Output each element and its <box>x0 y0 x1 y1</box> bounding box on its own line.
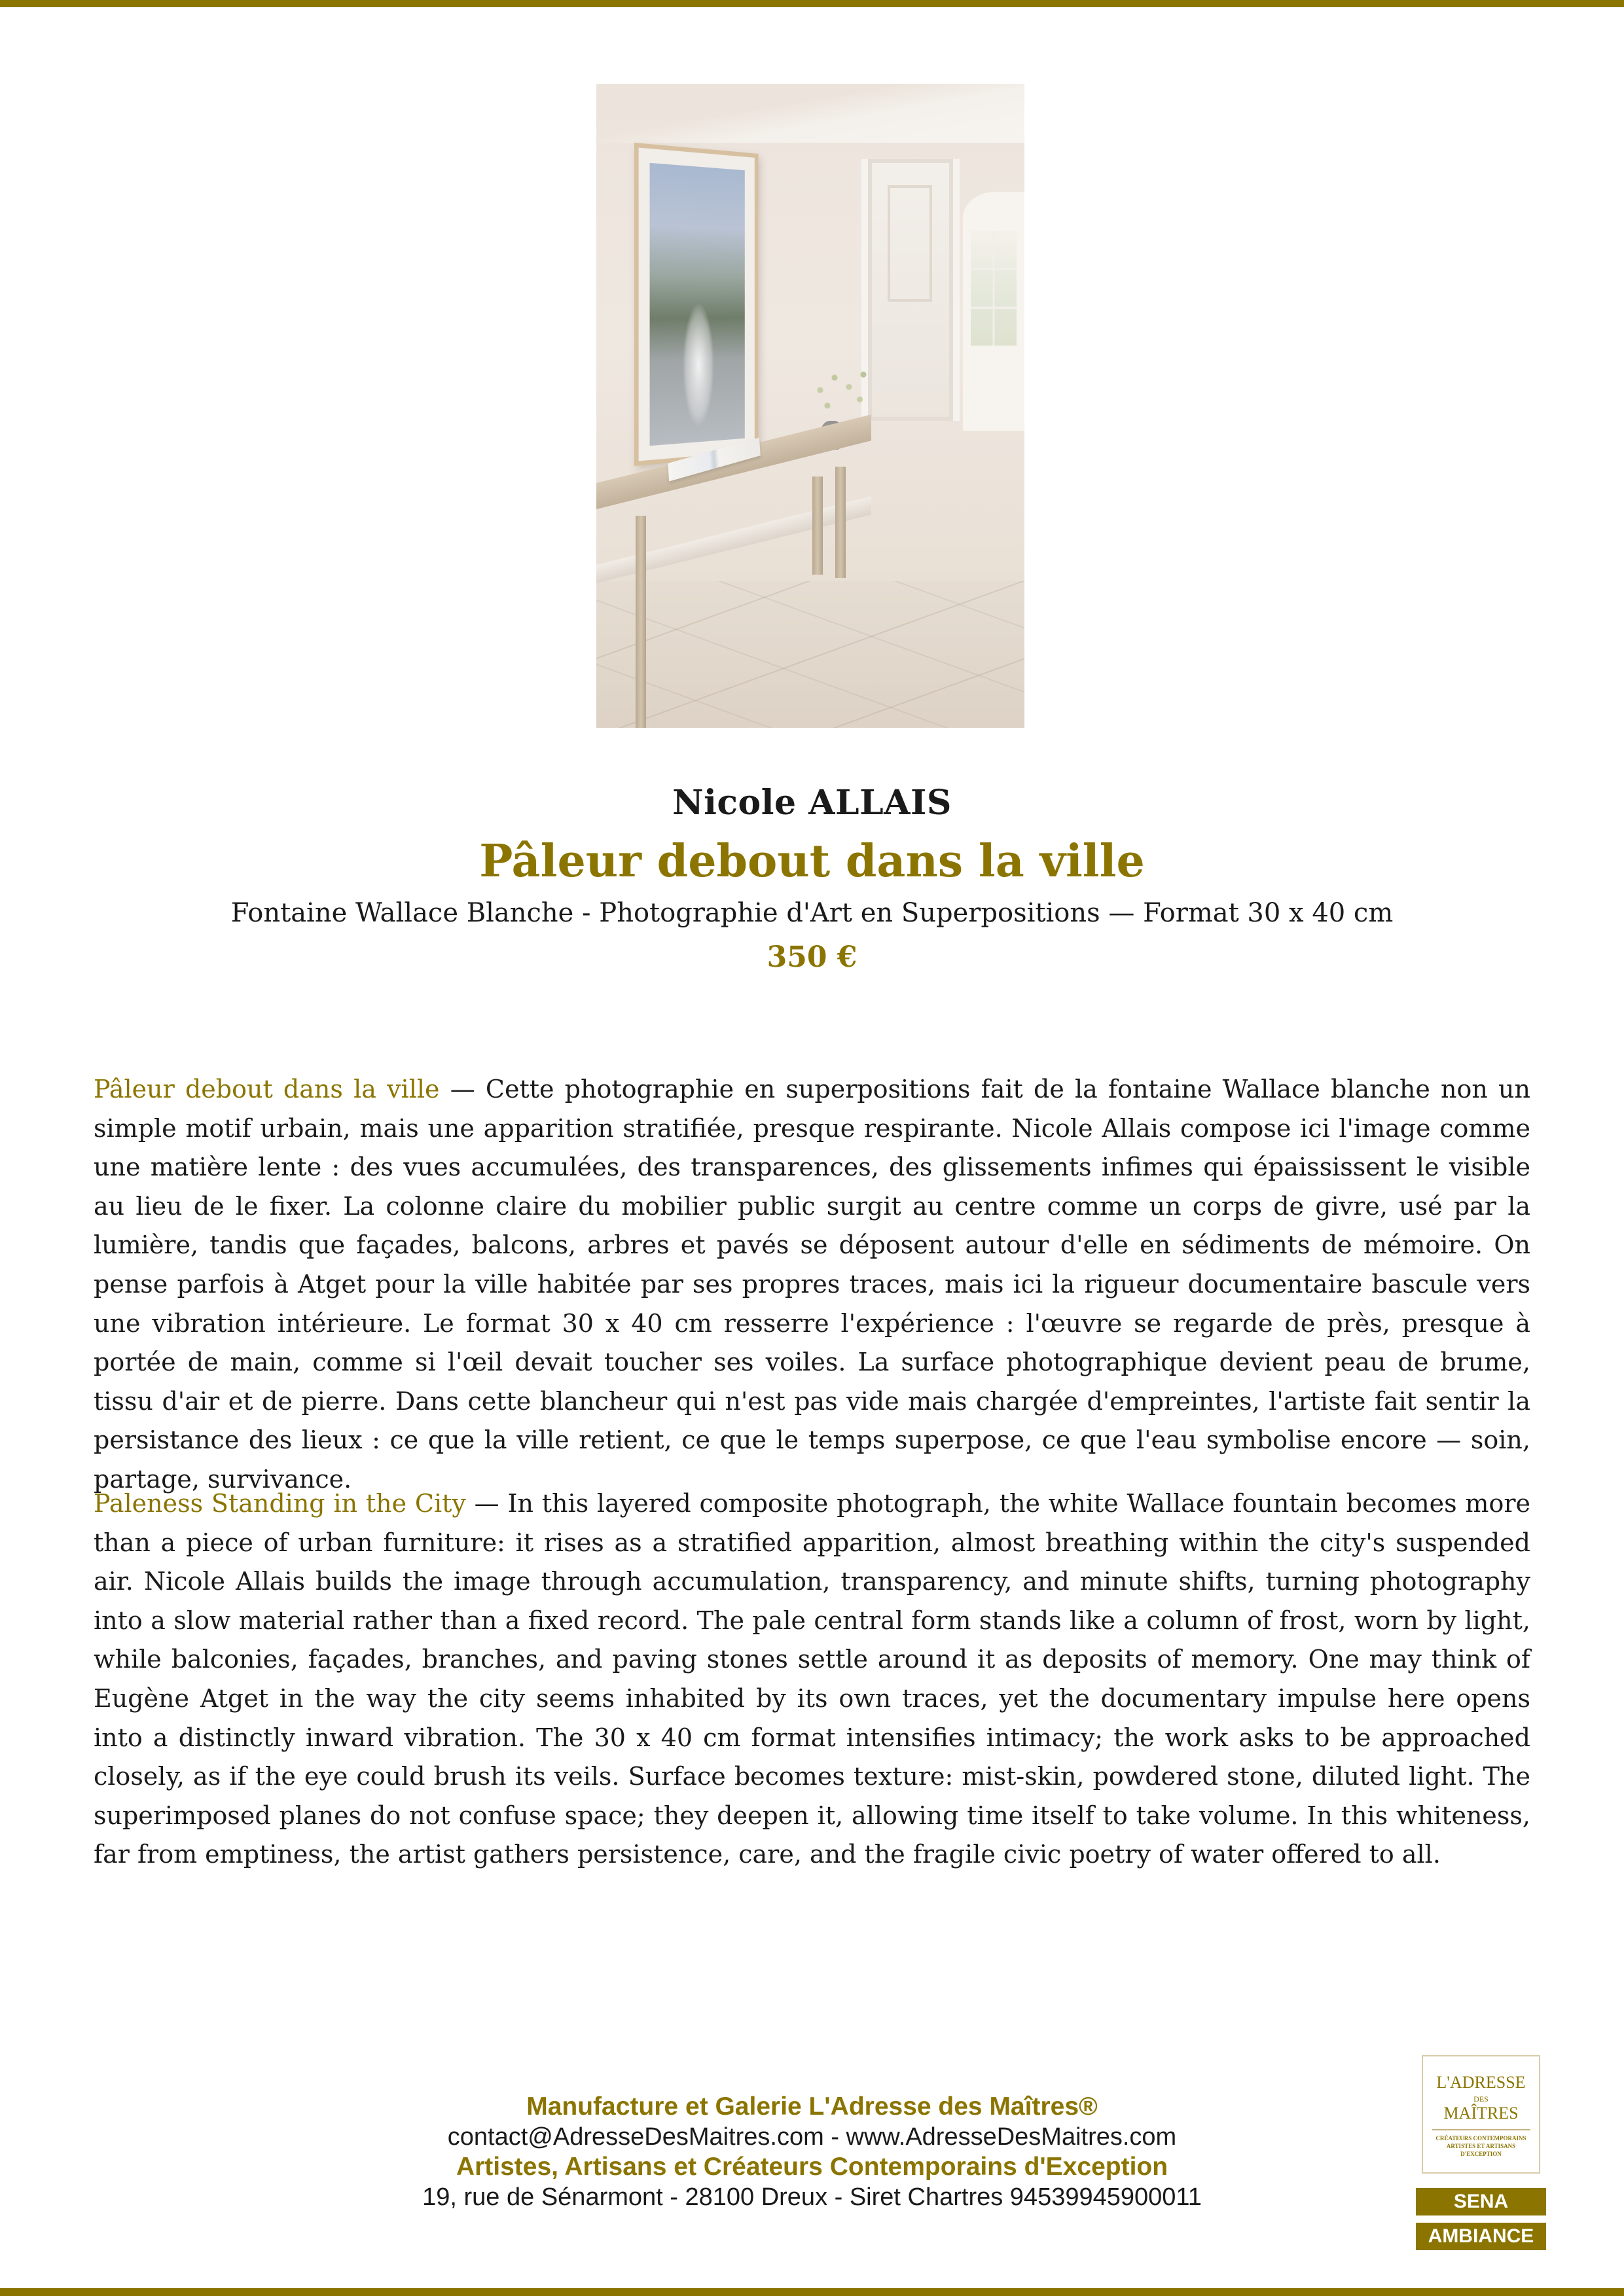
footer <box>0 2092 1624 2212</box>
artwork-title: Pâleur debout dans la ville <box>479 835 1145 888</box>
gallery-logo <box>1422 2055 1540 2174</box>
artist-name: Nicole ALLAIS <box>672 783 952 823</box>
logo-line1: L'ADRESSE <box>1436 2073 1526 2092</box>
logo-small3: D'EXCEPTION <box>1460 2151 1502 2157</box>
description-en <box>94 1484 1530 1874</box>
wallace-fountain-artwork <box>650 163 745 446</box>
stone-floor <box>596 581 1024 728</box>
console-table-leg <box>636 516 646 728</box>
artwork-room-photo <box>596 84 1024 728</box>
footer-tagline: Artistes, Artisans et Créateurs Contemporains d'Exception <box>456 2153 1168 2181</box>
ceiling-molding <box>596 84 1024 143</box>
description-en-lead: Paleness Standing in the City <box>94 1489 466 1518</box>
console-table-leg <box>835 467 846 578</box>
sena-badge: SENA <box>1416 2188 1546 2215</box>
bottom-border <box>0 2288 1624 2296</box>
door-glass <box>971 231 1017 346</box>
framed-photograph <box>634 143 759 466</box>
description-en-body: — In this layered composite photograph, the white Wallace fountain becomes more than a piece of urban furniture: it rises as a stratified apparition, almost breathing within the city's suspended air. Nicole Allais builds the image through accumulation, transparency, and minute shifts, turning photography into a slow material rather than a fixed record. The pale central form stands like a column of frost, worn by light, while balconies, façades, branches, and paving stones settle around it as deposits of memory. One may think of Eugène Atget in the way the city seems inhabited by its own traces, yet the documentary impulse here opens into a distinctly inward vibration. The 30 x 40 cm format intensifies intimacy; the work asks to be approached closely, as if the eye could brush its veils. Surface becomes texture: mist-skin, powdered stone, diluted light. The superimposed planes do not confuse space; they deepen it, allowing time itself to take volume. In this whiteness, far from emptiness, the artist gathers persistence, care, and the fragile civic poetry of water offered to all. <box>94 1489 1530 1869</box>
french-door <box>963 192 1024 431</box>
description-fr <box>94 1070 1530 1499</box>
ambiance-badge: AMBIANCE <box>1416 2223 1546 2250</box>
logo-small2: ARTISTES ET ARTISANS <box>1446 2143 1516 2149</box>
artwork-subtitle: Fontaine Wallace Blanche - Photographie d'Art en Superpositions — Format 30 x 40 cm <box>230 898 1394 928</box>
logo-divider <box>1432 2129 1530 2130</box>
top-border <box>0 0 1624 7</box>
artwork-price: 350 € <box>767 941 857 974</box>
logo-small1: CRÉATEURS CONTEMPORAINS <box>1435 2135 1526 2142</box>
footer-company: Manufacture et Galerie L'Adresse des Maîtres® <box>526 2092 1098 2121</box>
logo-line3: MAÎTRES <box>1443 2104 1519 2123</box>
console-table-leg <box>812 476 823 575</box>
logo-line2: DES <box>1473 2094 1489 2104</box>
footer-address: 19, rue de Sénarmont - 28100 Dreux - Siret Chartres 94539945900011 <box>422 2183 1202 2211</box>
description-fr-lead: Pâleur debout dans la ville <box>94 1075 440 1103</box>
footer-contact[interactable]: contact@AdresseDesMaitres.com - www.AdresseDesMaitres.com <box>447 2123 1177 2151</box>
description-fr-body: — Cette photographie en superpositions fait de la fontaine Wallace blanche non un simple motif urbain, mais une apparition stratifiée, presque respirante. Nicole Allais compose ici l'image comme une matière lente : des vues accumulées, des transparences, des glissements infimes qui épaississent le visible au lieu de le fixer. La colonne claire du mobilier public surgit au centre comme un corps de givre, usé par la lumière, tandis que façades, balcons, arbres et pavés se déposent autour d'elle en sédiments de mémoire. On pense parfois à Atget pour la ville habitée par ses propres traces, mais ici la rigueur documentaire bascule vers une vibration intérieure. Le format 30 x 40 cm resserre l'expérience : l'œuvre se regarde de près, presque à portée de main, comme si l'œil devait toucher ses voiles. La surface photographique devient peau de brume, tissu d'air et de pierre. Dans cette blancheur qui n'est pas vide mais chargée d'empreintes, l'artiste fait sentir la persistance des lieux : ce que la ville retient, ce que le temps superpose, ce que l'eau symbolise encore — soin, partage, survivance. <box>94 1075 1530 1494</box>
